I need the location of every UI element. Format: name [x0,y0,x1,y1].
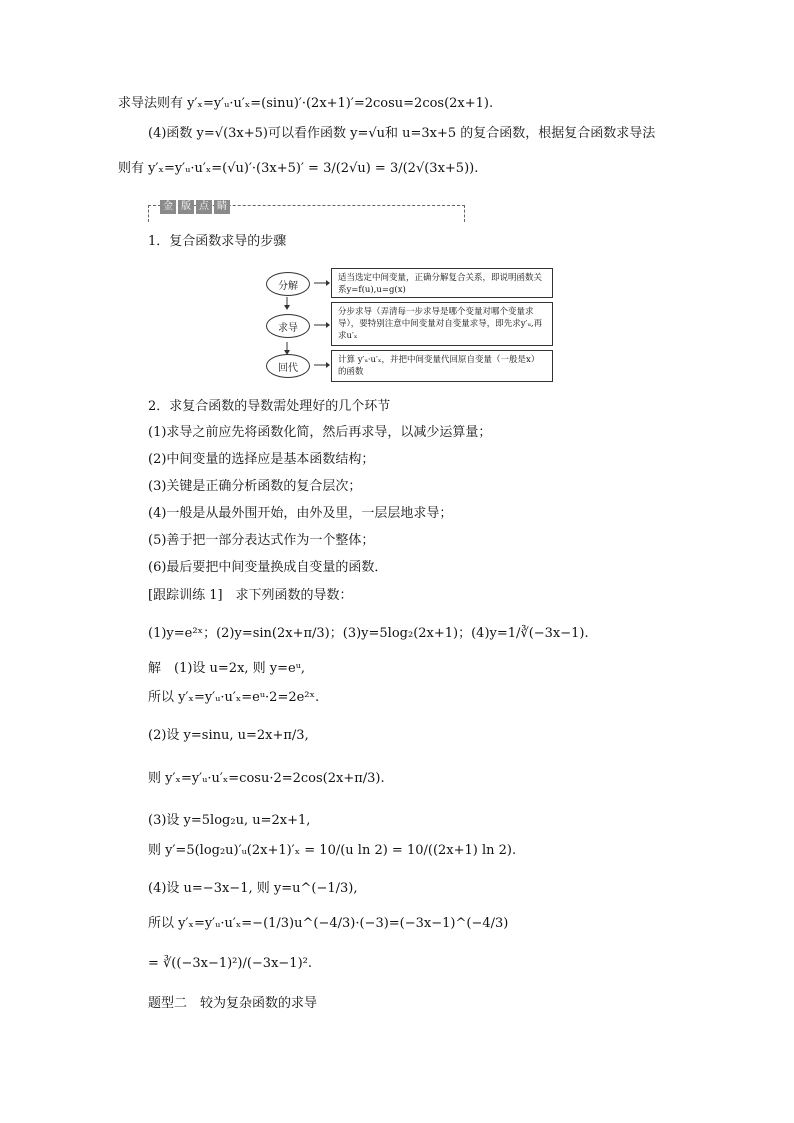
solution-line: (3)设 y=5log₂u, u=2x+1, [148,813,311,828]
section-heading: 题型二 较为复杂函数的求导 [148,996,318,1011]
list-item: (5)善于把一部分表达式作为一个整体； [148,533,375,548]
flow-step-differentiate: 求导 [266,314,310,338]
flow-step-decompose: 分解 [266,272,310,296]
flow-box-substitute: 计算 y′ᵤ·u′ₓ，并把中间变量代回原自变量（一般是x）的函数 [331,350,553,382]
text-line: (4)函数 y=√(3x+5)可以看作函数 y=√u和 u=3x+5 的复合函数，根据复合函数求导法 [148,126,656,141]
exercise-problems: (1)y=e²ˣ；(2)y=sin(2x+π/3)；(3)y=5log₂(2x+1)；(4)y=1/∛(−3x−1). [148,626,589,641]
solution-line: 解 (1)设 u=2x, 则 y=eᵘ, [148,661,306,676]
tag-char: 版 [178,200,194,214]
text-line: 则有 y′ₓ=y′ᵤ·u′ₓ=(√u)′·(3x+5)′ = 3/(2√u) = 3/(2√(3x+5)). [118,161,479,176]
list-item: (3)关键是正确分析函数的复合层次； [148,479,362,494]
solution-line: 所以 y′ₓ=y′ᵤ·u′ₓ=−(1/3)u^(−4/3)·(−3)=(−3x−1)^(−4/3) [148,916,509,931]
section-heading: 1．复合函数求导的步骤 [148,234,287,249]
flow-box-differentiate: 分步求导（弄清每一步求导是哪个变量对哪个变量求导），要特别注意中间变量对自变量求导，即先求y′ᵤ,再求u′ₓ [331,302,553,346]
solution-line: (2)设 y=sinu, u=2x+π/3, [148,728,309,743]
solution-line: 则 y′ₓ=y′ᵤ·u′ₓ=cosu·2=2cos(2x+π/3). [148,771,385,786]
section-heading: 2．求复合函数的导数需处理好的几个环节 [148,399,391,414]
list-item: (2)中间变量的选择应是基本函数结构； [148,452,375,467]
tag-char: 金 [160,200,176,214]
list-item: (1)求导之前应先将函数化简，然后再求导，以减少运算量； [148,425,492,440]
text-line: 求导法则有 y′ₓ=y′ᵤ·u′ₓ=(sinu)′·(2x+1)′=2cosu=2cos(2x+1). [118,96,494,111]
solution-line: 所以 y′ₓ=y′ᵤ·u′ₓ=eᵘ·2=2e²ˣ. [148,690,320,705]
tag-char: 点 [196,200,212,214]
flow-step-substitute: 回代 [266,354,310,378]
tag-char: 睛 [214,200,230,214]
flow-box-decompose: 适当选定中间变量，正确分解复合关系，即说明函数关系y=f(u),u=g(x) [331,268,553,298]
solution-line: = ∛((−3x−1)²)/(−3x−1)². [148,956,312,971]
list-item: (6)最后要把中间变量换成自变量的函数． [148,560,388,575]
list-item: (4)一般是从最外围开始，由外及里，一层层地求导； [148,506,453,521]
jinban-dianjing-tag [160,200,230,214]
solution-line: (4)设 u=−3x−1, 则 y=u^(−1/3), [148,881,358,896]
exercise-title: [跟踪训练 1] 求下列函数的导数： [148,588,353,603]
solution-line: 则 y′=5(log₂u)′ᵤ(2x+1)′ₓ = 10/(u ln 2) = 10/((2x+1) ln 2). [148,843,517,858]
